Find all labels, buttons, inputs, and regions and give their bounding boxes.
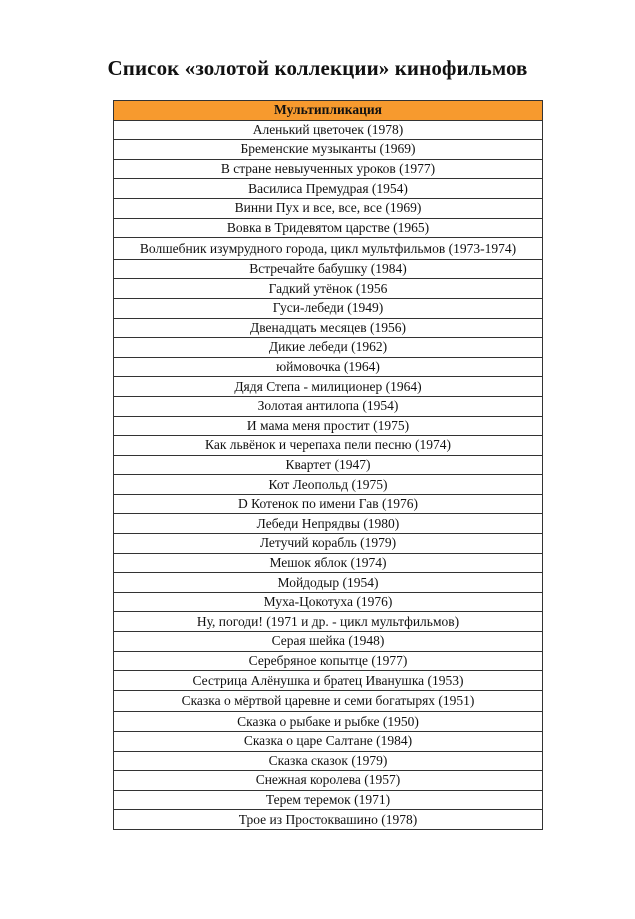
table-row [114,338,543,358]
film-title-cell: Сказка о рыбаке и рыбке (1950) [114,712,543,732]
table-row [114,120,543,140]
table-row [114,475,543,495]
film-list [114,120,543,829]
film-title-cell: Бременские музыканты (1969) [114,140,543,160]
table-row [114,357,543,377]
film-title-cell: Встречайте бабушку (1984) [114,259,543,279]
film-title-cell: Лебеди Непрядвы (1980) [114,514,543,534]
film-title-cell: юймовочка (1964) [114,357,543,377]
film-title-cell: Терем теремок (1971) [114,790,543,810]
film-title-cell: Квартет (1947) [114,455,543,475]
table-row [114,436,543,456]
table-row [114,396,543,416]
table-row [114,377,543,397]
film-title-cell: Муха-Цокотуха (1976) [114,592,543,612]
film-title-cell: Ну, погоди! (1971 и др. - цикл мультфильмов) [114,612,543,632]
table-header-row [114,101,543,121]
page-title: Список «золотой коллекции» кинофильмов [107,56,528,80]
table-row [114,612,543,632]
film-title-cell: Кот Леопольд (1975) [114,475,543,495]
table-row [114,416,543,436]
film-title-cell: Сказка сказок (1979) [114,751,543,771]
film-title-cell: Снежная королева (1957) [114,771,543,791]
table-row [114,712,543,732]
table-row [114,732,543,752]
table-row [114,632,543,652]
film-table [113,100,543,830]
table-row [114,298,543,318]
table-row [114,279,543,299]
table-row [114,514,543,534]
table-row [114,218,543,238]
film-title-cell: Сказка о мёртвой царевне и семи богатырях (1951) [114,690,543,712]
film-title-cell: Двенадцать месяцев (1956) [114,318,543,338]
table-row [114,671,543,691]
film-title-cell: Как львёнок и черепаха пели песню (1974) [114,436,543,456]
film-title-cell: D Котенок по имени Гав (1976) [114,494,543,514]
film-title-cell: Гуси-лебеди (1949) [114,298,543,318]
table-row [114,494,543,514]
table-row [114,771,543,791]
film-title-cell: Летучий корабль (1979) [114,534,543,554]
film-title-cell: Золотая антилопа (1954) [114,396,543,416]
film-title-cell: Серая шейка (1948) [114,632,543,652]
table-row [114,259,543,279]
table-row [114,159,543,179]
film-title-cell: Гадкий утёнок (1956 [114,279,543,299]
table-row [114,810,543,830]
film-title-cell: Сказка о царе Салтане (1984) [114,732,543,752]
table-row [114,690,543,712]
film-title-cell: Василиса Премудрая (1954) [114,179,543,199]
film-title-cell: Аленький цветочек (1978) [114,120,543,140]
category-header: Мультипликация [114,101,543,121]
table-row [114,790,543,810]
table-row [114,534,543,554]
table-row [114,238,543,260]
table-row [114,592,543,612]
table-row [114,651,543,671]
table-row [114,318,543,338]
table-row [114,751,543,771]
film-title-cell: И мама меня простит (1975) [114,416,543,436]
film-title-cell: Мойдодыр (1954) [114,573,543,593]
film-title-cell: Сестрица Алёнушка и братец Иванушка (1953) [114,671,543,691]
table-row [114,198,543,218]
film-title-cell: Винни Пух и все, все, все (1969) [114,198,543,218]
table-row [114,140,543,160]
film-title-cell: Дикие лебеди (1962) [114,338,543,358]
film-title-cell: Волшебник изумрудного города, цикл мультфильмов (1973-1974) [114,238,543,260]
table-row [114,573,543,593]
film-title-cell: Вовка в Тридевятом царстве (1965) [114,218,543,238]
film-title-cell: Трое из Простоквашино (1978) [114,810,543,830]
film-title-cell: Дядя Степа - милиционер (1964) [114,377,543,397]
table-row [114,553,543,573]
table-row [114,179,543,199]
table-row [114,455,543,475]
film-title-cell: В стране невыученных уроков (1977) [114,159,543,179]
film-title-cell: Мешок яблок (1974) [114,553,543,573]
film-title-cell: Серебряное копытце (1977) [114,651,543,671]
